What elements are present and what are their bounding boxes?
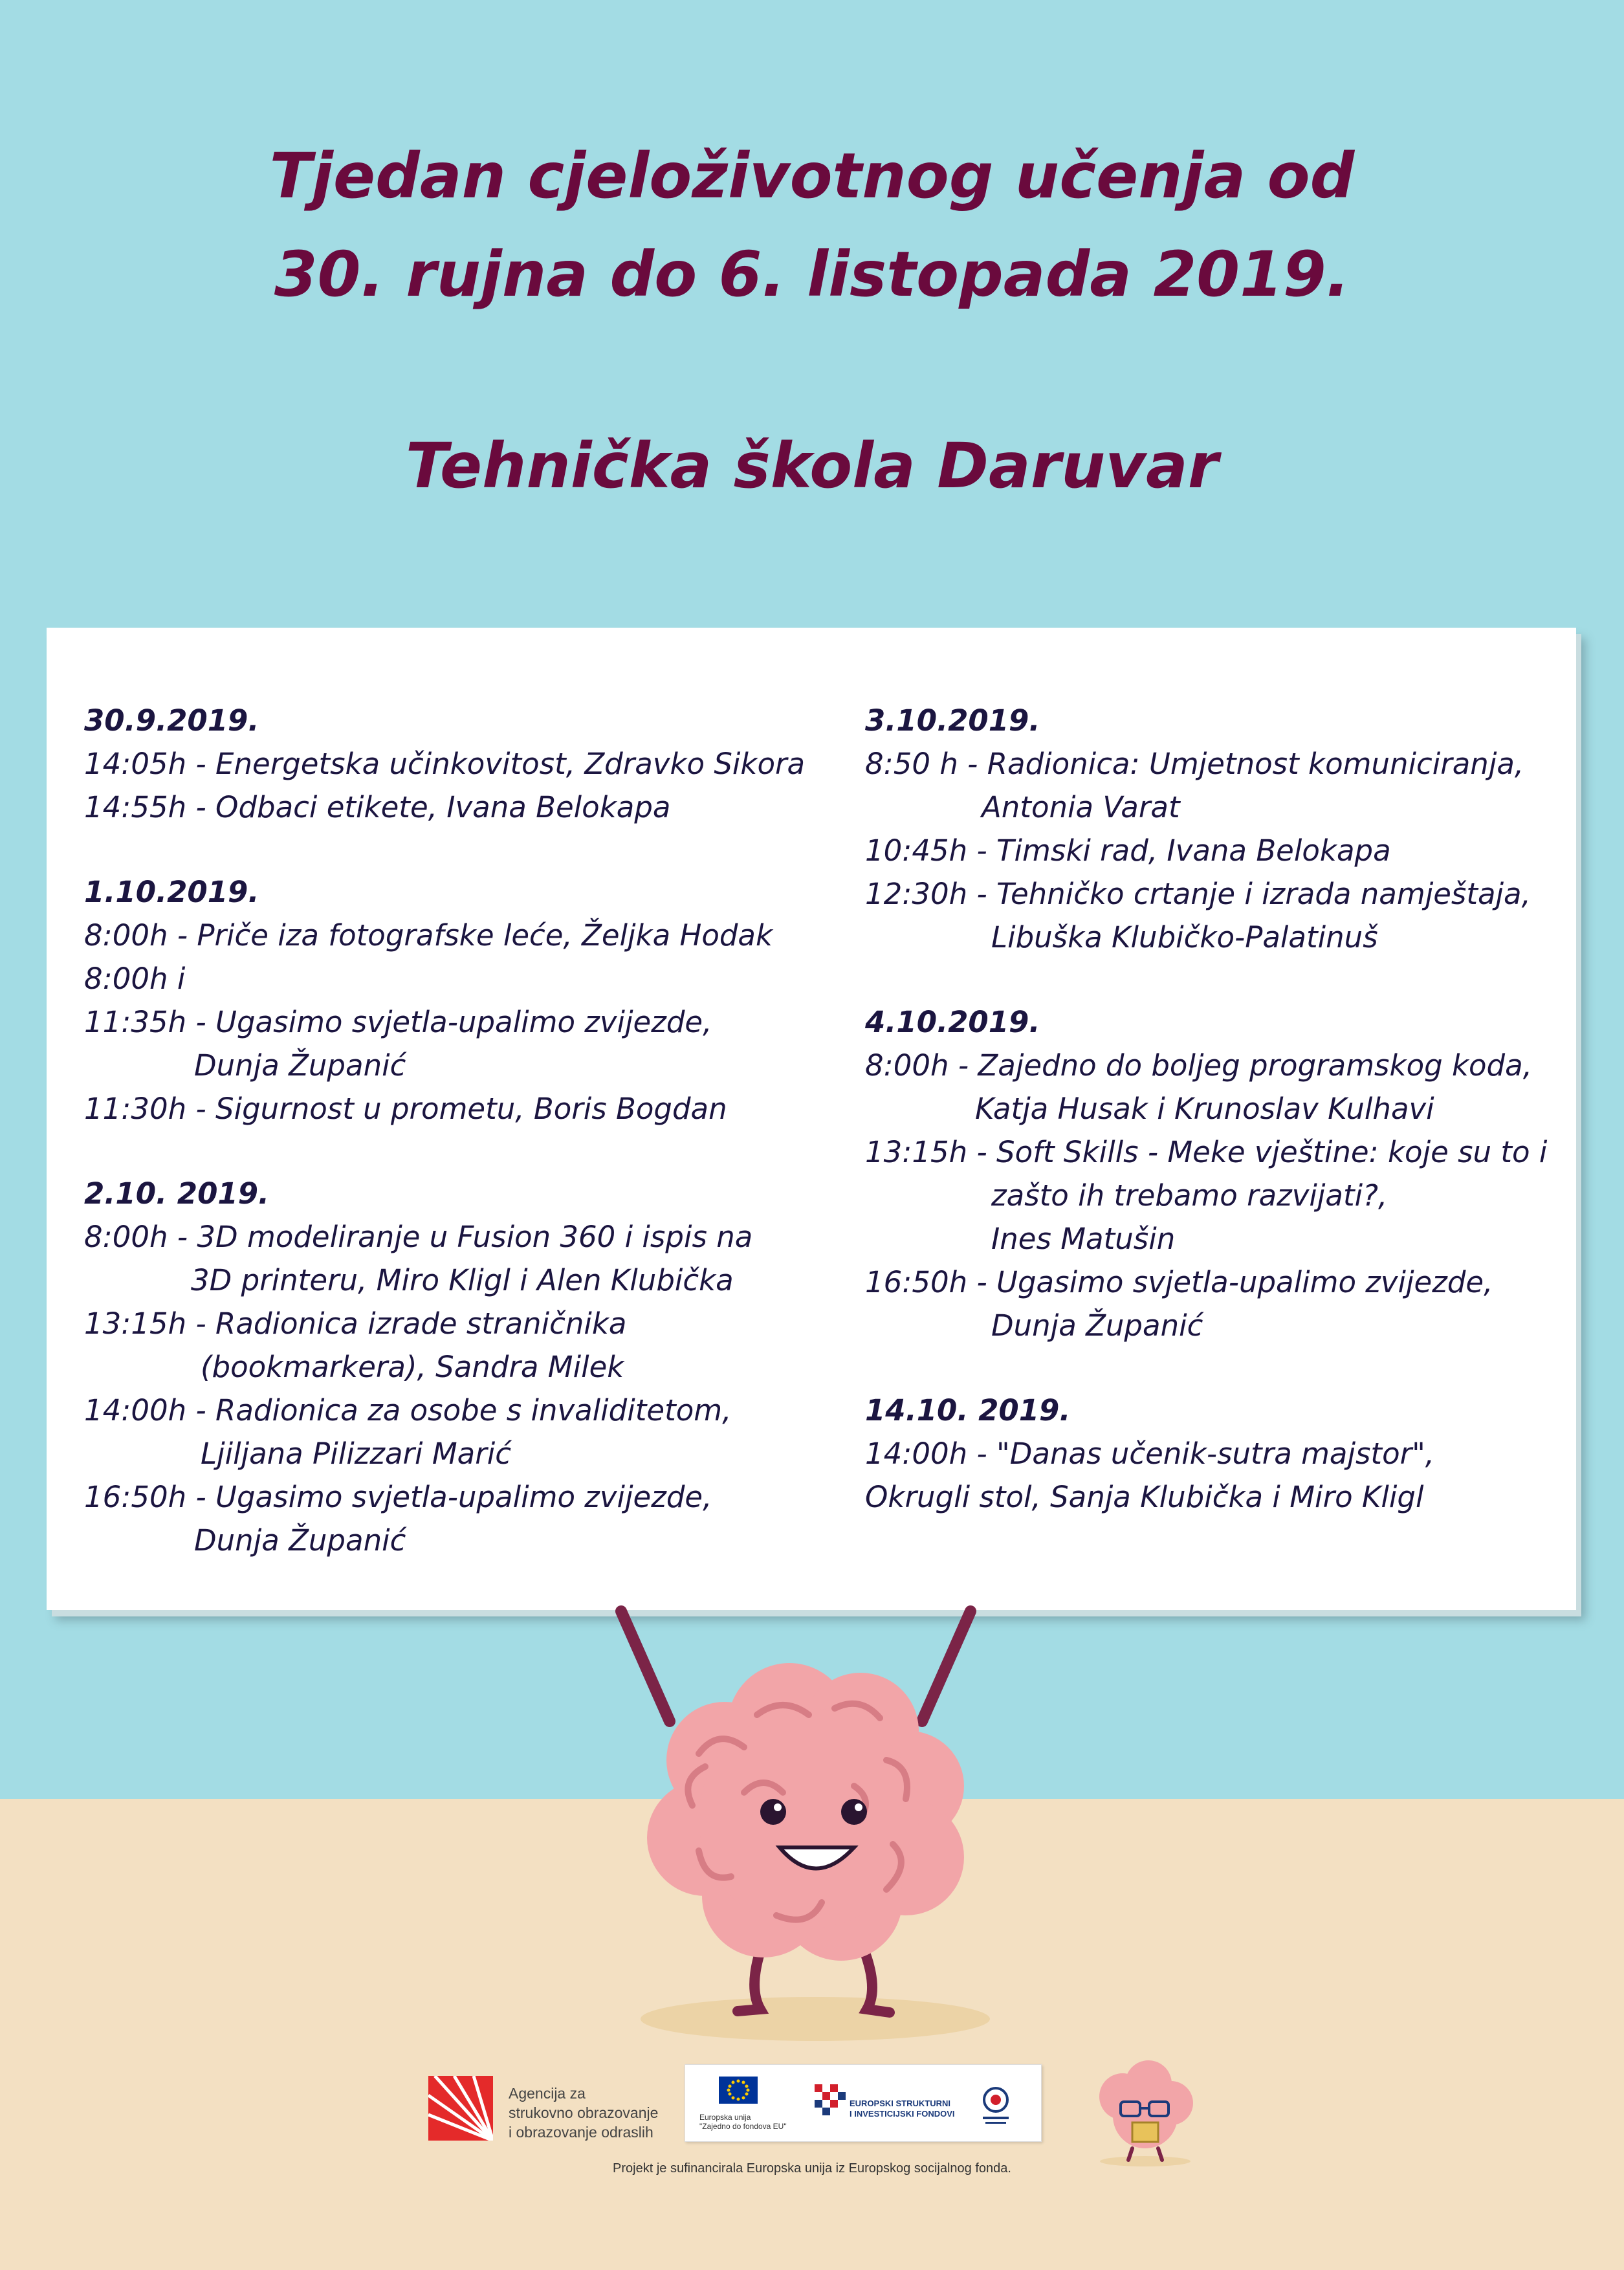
event-line: Katja Husak i Krunoslav Kulhavi: [975, 1092, 1434, 1126]
day-block: [84, 699, 815, 829]
title-line-2: 30. rujna do 6. listopada 2019.: [274, 238, 1350, 311]
day-date: 4.10.2019.: [865, 1005, 1040, 1039]
event-line: 8:00h - Zajedno do boljeg programskog koda,: [865, 1048, 1533, 1083]
mascot-left-arm: [621, 1611, 670, 1721]
day-date: 2.10. 2019.: [84, 1176, 270, 1211]
school-name: Tehnička škola Daruvar: [405, 430, 1219, 502]
esif-caption-line: I INVESTICIJSKI FONDOVI: [850, 2109, 955, 2119]
eu-caption-line: "Zajedno do fondova EU": [699, 2122, 787, 2131]
footer-logos: [0, 2058, 1624, 2252]
schedule-right-column: [865, 699, 1564, 1560]
funding-note: Projekt je sufinancirala Europska unija iz Europskog socijalnog fonda.: [613, 2161, 1011, 2176]
schedule-left-column: [84, 699, 815, 1603]
esif-caption: [850, 2099, 955, 2119]
mascot-brain-body: [647, 1663, 964, 1961]
day-block: [865, 1000, 1564, 1347]
mascot-left-eye: [760, 1799, 786, 1825]
day-block: [84, 1172, 815, 1562]
eu-flag-icon: [719, 2077, 758, 2104]
eu-caption: [699, 2113, 787, 2131]
event-line: Dunja Županić: [194, 1523, 406, 1558]
day-block: [865, 699, 1564, 959]
agency-line: i obrazovanje odraslih: [509, 2124, 653, 2141]
event-line: 13:15h - Radionica izrade straničnika: [84, 1306, 627, 1341]
croatia-checker-icon: [815, 2084, 846, 2115]
day-block: [84, 870, 815, 1130]
brain-mascot-illustration: [582, 1598, 1048, 2051]
event-line: Dunja Županić: [194, 1048, 406, 1083]
schedule-board: [47, 628, 1576, 1610]
event-line: Antonia Varat: [982, 790, 1180, 824]
event-line: 8:50 h - Radionica: Umjetnost komuniciranja,: [865, 747, 1524, 781]
event-line: 14:00h - "Danas učenik-sutra majstor",: [865, 1437, 1435, 1471]
day-date: 1.10.2019.: [84, 875, 259, 909]
eu-funds-logo-card: [685, 2064, 1042, 2142]
event-line: Dunja Županić: [991, 1308, 1203, 1343]
event-line: Libuška Klubičko-Palatinuš: [991, 920, 1378, 954]
event-line: Okrugli stol, Sanja Klubička i Miro Kligl: [865, 1480, 1424, 1514]
event-line: 12:30h - Tehničko crtanje i izrada namještaja,: [865, 877, 1531, 911]
agency-line: Agencija za: [509, 2085, 586, 2102]
event-line: Ljiljana Pilizzari Marić: [201, 1437, 511, 1471]
agency-line: strukovno obrazovanje: [509, 2104, 659, 2121]
mascot-right-arm: [922, 1611, 971, 1721]
event-line: 8:00h i: [84, 962, 186, 996]
event-line: 14:55h - Odbaci etikete, Ivana Belokapa: [84, 790, 671, 824]
event-line: Ines Matušin: [991, 1222, 1176, 1256]
mascot-right-eye: [841, 1799, 867, 1825]
agency-name: [509, 2084, 658, 2142]
mascot-shadow: [641, 1997, 990, 2041]
page-title: [0, 127, 1624, 324]
event-line: 8:00h - Priče iza fotografske leće, Željka Hodak: [84, 918, 773, 953]
reading-brain-icon: [1087, 2058, 1203, 2168]
day-date: 14.10. 2019.: [865, 1393, 1071, 1427]
event-line: 11:35h - Ugasimo svjetla-upalimo zvijezde,: [84, 1005, 712, 1039]
day-date: 30.9.2019.: [84, 703, 259, 738]
day-date: 3.10.2019.: [865, 703, 1040, 738]
event-line: 11:30h - Sigurnost u prometu, Boris Bogdan: [84, 1092, 727, 1126]
agency-logo-icon: [428, 2076, 493, 2141]
event-line: 16:50h - Ugasimo svjetla-upalimo zvijezde,: [84, 1480, 712, 1514]
school-emblem-icon: [970, 2078, 1022, 2130]
day-block: [865, 1389, 1564, 1519]
event-line: 10:45h - Timski rad, Ivana Belokapa: [865, 833, 1391, 868]
event-line: 14:05h - Energetska učinkovitost, Zdravko Sikora: [84, 747, 806, 781]
event-line: 13:15h - Soft Skills - Meke vještine: koje su to i: [865, 1135, 1548, 1169]
event-line: 14:00h - Radionica za osobe s invaliditetom,: [84, 1393, 732, 1427]
eu-caption-line: Europska unija: [699, 2113, 751, 2122]
event-line: zašto ih trebamo razvijati?,: [991, 1178, 1388, 1213]
esif-caption-line: EUROPSKI STRUKTURNI: [850, 2099, 951, 2108]
event-line: 3D printeru, Miro Kligl i Alen Klubička: [191, 1263, 734, 1297]
event-line: 16:50h - Ugasimo svjetla-upalimo zvijezde,: [865, 1265, 1493, 1299]
event-line: 8:00h - 3D modeliranje u Fusion 360 i ispis na: [84, 1220, 753, 1254]
event-line: (bookmarkera), Sandra Milek: [201, 1350, 624, 1384]
title-line-1: Tjedan cjeloživotnog učenja od: [269, 140, 1355, 212]
